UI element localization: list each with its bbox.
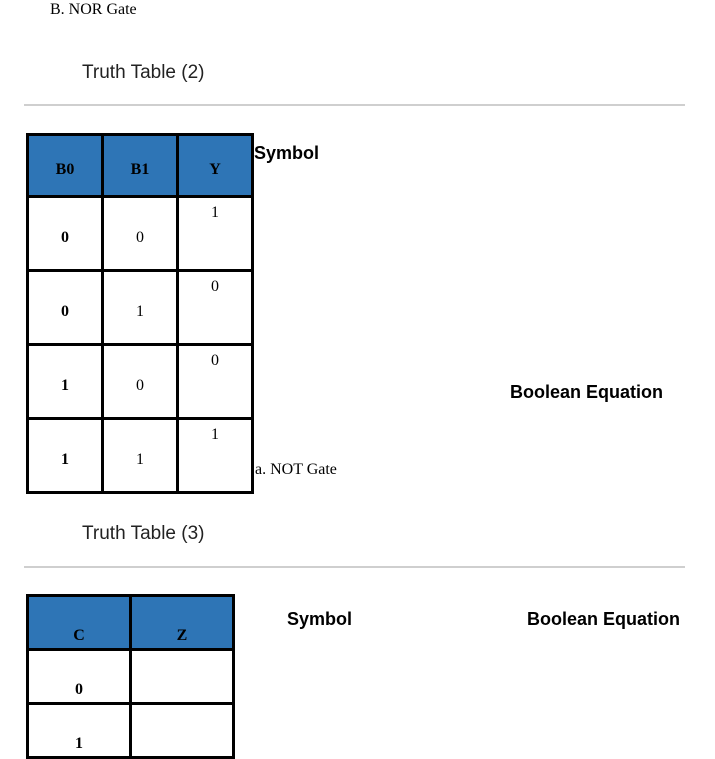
- symbol-label: Symbol: [287, 609, 353, 629]
- cell-b1: 0: [103, 197, 178, 271]
- boolean-equation-label: Boolean Equation: [510, 382, 663, 402]
- table-row: [28, 650, 234, 704]
- section-heading-not-gate: a. NOT Gate: [255, 461, 337, 478]
- divider-line: [24, 566, 685, 568]
- truth-table-3: [26, 594, 235, 759]
- table-row: [28, 271, 253, 345]
- cell-y: 0: [178, 345, 253, 419]
- table-header-row: [28, 596, 234, 650]
- header-cell-b1: B1: [103, 135, 178, 197]
- header-cell-y: Y: [178, 135, 253, 197]
- cell-y: 1: [178, 419, 253, 493]
- table-row: [28, 345, 253, 419]
- cell-z: [131, 650, 234, 704]
- cell-y: 0: [178, 271, 253, 345]
- cell-b0: 1: [28, 419, 103, 493]
- table-header-row: [28, 135, 253, 197]
- cell-z: [131, 704, 234, 758]
- cell-b0: 0: [28, 271, 103, 345]
- header-cell-b0: B0: [28, 135, 103, 197]
- cell-y: 1: [178, 197, 253, 271]
- cell-b0: 1: [28, 345, 103, 419]
- table-row: [28, 197, 253, 271]
- section-heading-nor-gate: B. NOR Gate: [50, 1, 137, 18]
- truth-table-2-caption: Truth Table (2): [82, 62, 205, 83]
- truth-table-3-caption: Truth Table (3): [82, 523, 205, 544]
- truth-table-2: [26, 133, 254, 494]
- cell-c: 0: [28, 650, 131, 704]
- table-row: [28, 704, 234, 758]
- cell-b1: 1: [103, 271, 178, 345]
- cell-b0: 0: [28, 197, 103, 271]
- header-cell-z: Z: [131, 596, 234, 650]
- cell-c: 1: [28, 704, 131, 758]
- divider-line: [24, 104, 685, 106]
- cell-b1: 0: [103, 345, 178, 419]
- cell-b1: 1: [103, 419, 178, 493]
- header-cell-c: C: [28, 596, 131, 650]
- symbol-label: Symbol: [254, 143, 320, 163]
- table-row: [28, 419, 253, 493]
- boolean-equation-label: Boolean Equation: [527, 609, 680, 629]
